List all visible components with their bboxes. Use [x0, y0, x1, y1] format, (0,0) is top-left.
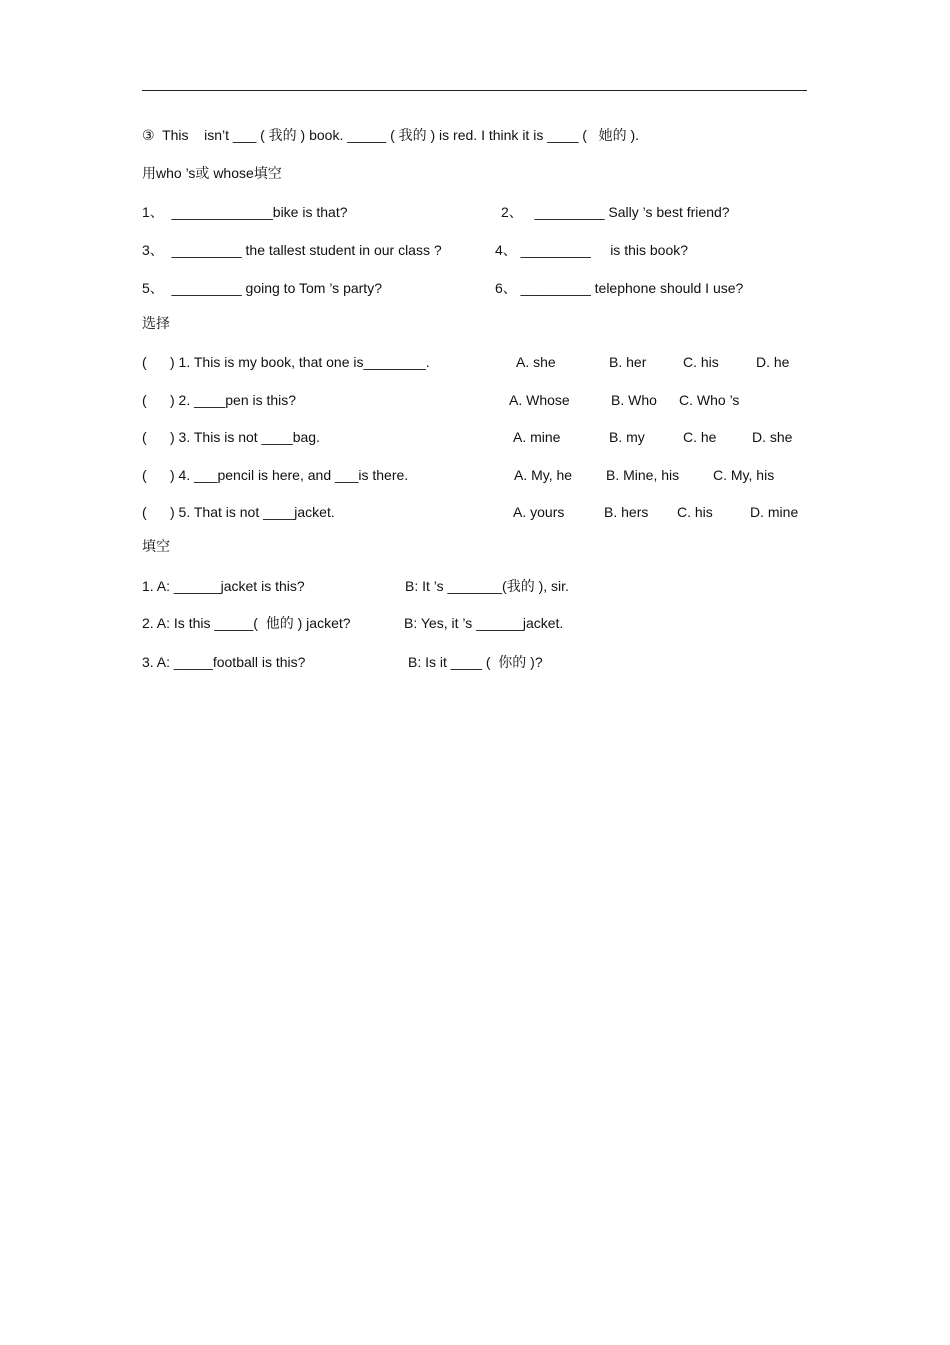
dialog-3-question: 3. A: _____football is this?	[142, 654, 306, 670]
dialog-1-question: 1. A: ______jacket is this?	[142, 578, 305, 594]
fill-item-5: 5、 _________ going to Tom ’s party?	[142, 280, 382, 296]
choice-q4-option-a: A. My, he	[514, 467, 573, 483]
choice-q1-option-c: C. his	[683, 354, 719, 370]
dialog-1-answer: B: It ’s _______(我的 ), sir.	[405, 578, 569, 594]
choice-question-5: ( ) 5. That is not ____jacket.	[142, 504, 335, 520]
header-rule	[142, 90, 807, 91]
choice-q1-option-a: A. she	[516, 354, 556, 370]
choice-q4-option-b: B. Mine, his	[606, 467, 680, 483]
choice-q2-option-c: C. Who ’s	[679, 392, 740, 408]
choice-question-4: ( ) 4. ___pencil is here, and ___is there.	[142, 467, 409, 483]
dialog-3-answer: B: Is it ____ ( 你的 )?	[408, 654, 543, 670]
choice-question-3: ( ) 3. This is not ____bag.	[142, 429, 320, 445]
choice-question-2: ( ) 2. ____pen is this?	[142, 392, 297, 408]
choice-q3-option-a: A. mine	[513, 429, 561, 445]
choice-q5-option-d: D. mine	[750, 504, 799, 520]
fill-item-4: 4、 _________ is this book?	[495, 242, 689, 258]
dialog-2-answer: B: Yes, it ’s ______jacket.	[404, 615, 564, 631]
section3-heading: 填空	[142, 538, 170, 554]
choice-q5-option-b: B. hers	[604, 504, 649, 520]
fill-item-1: 1、 _____________bike is that?	[142, 204, 348, 220]
choice-question-1: ( ) 1. This is my book, that one is________.	[142, 354, 430, 370]
choice-q5-option-c: C. his	[677, 504, 713, 520]
choice-q1-option-b: B. her	[609, 354, 647, 370]
choice-q5-option-a: A. yours	[513, 504, 565, 520]
choice-q4-option-c: C. My, his	[713, 467, 775, 483]
choice-q3-option-d: D. she	[752, 429, 793, 445]
section1-heading: 用who ’s或 whose填空	[142, 165, 282, 181]
section2-heading: 选择	[142, 315, 170, 331]
choice-q2-option-a: A. Whose	[509, 392, 570, 408]
choice-q3-option-c: C. he	[683, 429, 717, 445]
choice-q1-option-d: D. he	[756, 354, 790, 370]
fill-item-6: 6、 _________ telephone should I use?	[495, 280, 744, 296]
dialog-2-question: 2. A: Is this _____( 他的 ) jacket?	[142, 615, 351, 631]
choice-q3-option-b: B. my	[609, 429, 645, 445]
fill-item-2: 2、 _________ Sally ’s best friend?	[501, 204, 730, 220]
top-sentence: ③ This isn’t ___ ( 我的 ) book. _____ ( 我的 ) is red. I think it is ____ ( 她的 ).	[142, 127, 640, 143]
fill-item-3: 3、 _________ the tallest student in our class ?	[142, 242, 442, 258]
choice-q2-option-b: B. Who	[611, 392, 657, 408]
